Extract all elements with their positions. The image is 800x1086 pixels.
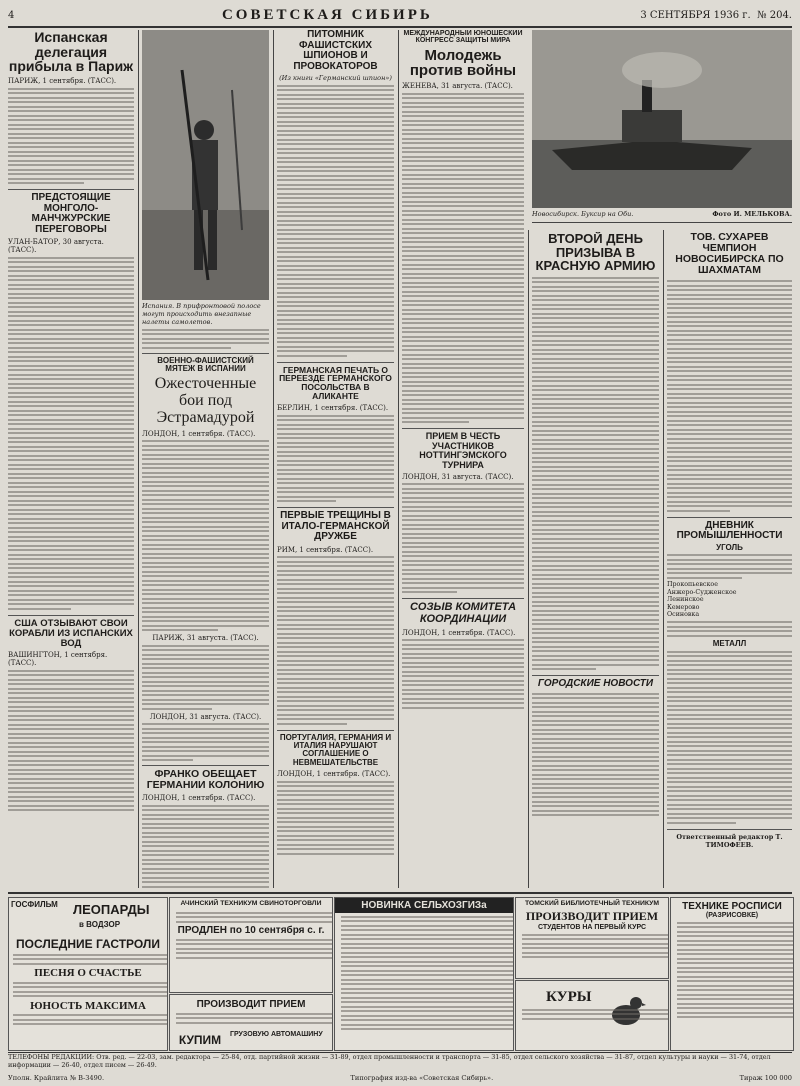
dateline: УЛАН-БАТОР, 30 августа. (ТАСС). bbox=[8, 238, 104, 255]
ad-admission: ПРОИЗВОДИТ ПРИЕМ bbox=[196, 999, 306, 1010]
dateline: ВАШИНГТОН, 1 сентября. (ТАСС). bbox=[8, 651, 108, 668]
headline-italo-german-cracks: ПЕРВЫЕ ТРЕЩИНЫ В ИТАЛО-ГЕРМАНСКОЙ ДРУЖБЕ bbox=[280, 510, 391, 543]
headline-chess-champion: ТОВ. СУХАРЕВ ЧЕМПИОН НОВОСИБИРСКА ПО ШАХМАТАМ bbox=[675, 232, 784, 277]
headline-franco-colony: ФРАНКО ОБЕЩАЕТ ГЕРМАНИИ КОЛОНИЮ bbox=[146, 768, 265, 792]
coal-table bbox=[667, 581, 792, 619]
headline-city-news: ГОРОДСКИЕ НОВОСТИ bbox=[537, 678, 654, 690]
coal-region-name: Анжеро-Судженское bbox=[667, 588, 737, 596]
footer-imprint-row bbox=[8, 1074, 792, 1082]
article-body bbox=[142, 805, 269, 890]
article-body bbox=[277, 85, 394, 357]
circulation: Тираж 100 000 bbox=[739, 1074, 792, 1082]
headline-spy-nursery: ПИТОМНИК ФАШИСТСКИХ ШПИОНОВ И ПРОВОКАТОРОВ bbox=[293, 30, 378, 72]
page-number: 4 bbox=[8, 9, 15, 21]
ad-technikum-title: АЧИНСКИЙ ТЕХНИКУМ СВИНОТОРГОВЛИ bbox=[180, 900, 322, 907]
headline-red-army-draft: ВТОРОЙ ДЕНЬ ПРИЗЫВА В КРАСНУЮ АРМИЮ bbox=[535, 232, 656, 274]
article-body bbox=[402, 93, 524, 424]
tugboat-icon bbox=[532, 30, 792, 208]
headline-industry-diary: ДНЕВНИК ПРОМЫШЛЕННОСТИ bbox=[676, 519, 783, 542]
ad-novelty: НОВИНКА СЕЛЬХОЗГИЗа bbox=[335, 898, 513, 913]
footer-phones: ТЕЛЕФОНЫ РЕДАКЦИИ: Отв. ред. — 22-03, зам. редактора — 25-84, отд. партийной жизни — 31-89, отдел промышленности и транспорта — 31-85, отдел сельского хозяйства — 31-87, отдел культуры и науки — 31-74, отдел информации — 26-40, отдел писем — 26-49. bbox=[8, 1052, 792, 1069]
ad-buy: КУПИМ bbox=[178, 1033, 222, 1047]
table-row bbox=[667, 611, 792, 619]
article-body bbox=[277, 781, 394, 855]
dateline: ЛОНДОН, 1 сентября. (ТАСС). bbox=[402, 628, 516, 637]
ad-hens bbox=[515, 980, 669, 1051]
ad-painting-sub: (РАЗРИСОВКЕ) bbox=[705, 912, 759, 919]
photo-caption: Новосибирск. Буксир на Оби. bbox=[532, 210, 634, 218]
dateline: БЕРЛИН, 1 сентября. (ТАСС). bbox=[277, 404, 389, 413]
section-kicker: МЕЖДУНАРОДНЫЙ ЮНОШЕСКИЙ КОНГРЕСС ЗАЩИТЫ МИРА bbox=[403, 30, 523, 45]
subheadline: (Из книги «Германский шпион») bbox=[279, 74, 392, 82]
coal-region-name: Осиновка bbox=[667, 611, 700, 619]
article-body bbox=[402, 483, 524, 593]
ad-tomsk-title: ТОМСКИЙ БИБЛИОТЕЧНЫЙ ТЕХНИКУМ bbox=[524, 900, 660, 907]
imprint: Уполн. Крайлита № В-3490. bbox=[8, 1074, 105, 1082]
headline-spain-delegation: Испанская делегация прибыла в Париж bbox=[8, 30, 134, 75]
dateline: ЛОНДОН, 1 сентября. (ТАСС). bbox=[277, 770, 391, 779]
headline-coordination: СОЗЫВ КОМИТЕТА КООРДИНАЦИИ bbox=[409, 601, 517, 625]
dateline: ПАРИЖ, 1 сентября. (ТАСС). bbox=[8, 77, 117, 86]
article-body bbox=[142, 723, 269, 761]
article-body bbox=[8, 257, 134, 610]
table-row bbox=[667, 589, 792, 597]
paper-name: СОВЕТСКАЯ СИБИРЬ bbox=[221, 6, 433, 23]
dateline: ЛОНДОН, 1 сентября. (ТАСС). bbox=[142, 429, 256, 438]
ad-tomsk-sub: СТУДЕНТОВ НА ПЕРВЫЙ КУРС bbox=[537, 924, 647, 931]
article-body bbox=[277, 415, 394, 503]
column-5 bbox=[532, 232, 659, 888]
article-body bbox=[142, 440, 269, 631]
headline-nottingham: ПРИЕМ В ЧЕСТЬ УЧАСТНИКОВ НОТТИНГЭМСКОГО ТУРНИРА bbox=[419, 431, 507, 470]
ad-tomsk-admission: ПРОИЗВОДИТ ПРИЕМ bbox=[525, 909, 659, 923]
table-row bbox=[667, 581, 792, 589]
ad-maxim-youth: ЮНОСТЬ МАКСИМА bbox=[30, 999, 146, 1012]
ad-photo-courses bbox=[169, 994, 333, 1051]
tugboat-photo bbox=[532, 30, 792, 208]
headline-german-embassy: ГЕРМАНСКАЯ ПЕЧАТЬ О ПЕРЕЕЗДЕ ГЕРМАНСКОГО ПОСОЛЬСТВА В АЛИКАНТЕ bbox=[279, 364, 392, 402]
coal-region-name: Прокопьевское bbox=[667, 581, 718, 589]
article-body bbox=[667, 651, 792, 824]
ad-cinema bbox=[8, 897, 168, 1051]
dateline: ЖЕНЕВА, 31 августа. (ТАСС). bbox=[402, 82, 513, 91]
column-4 bbox=[402, 30, 524, 890]
masthead bbox=[8, 4, 792, 28]
headline-estremadura: Ожесточенные бои под Эстрамадурой bbox=[154, 375, 257, 426]
ad-selkhozgiz bbox=[334, 897, 514, 1051]
headline-mongol-talks: ПРЕДСТОЯЩИЕ МОНГОЛО-МАНЧЖУРСКИЕ ПЕРЕГОВОРЫ bbox=[31, 192, 111, 235]
dateline: ЛОНДОН, 31 августа. (ТАСС). bbox=[149, 712, 262, 721]
issue-date: 3 СЕНТЯБРЯ 1936 г. bbox=[640, 9, 751, 21]
dateline: ЛОНДОН, 31 августа. (ТАСС). bbox=[402, 472, 514, 481]
dateline: ЛОНДОН, 1 сентября. (ТАСС). bbox=[142, 794, 256, 803]
table-row bbox=[667, 604, 792, 612]
ad-film-title: ЛЕОПАРДЫ bbox=[73, 902, 150, 917]
ad-hens-title: КУРЫ bbox=[546, 989, 592, 1005]
article-body bbox=[532, 277, 659, 671]
photo-credit: Фото И. МЕЛЬКОВА. bbox=[712, 210, 792, 218]
ad-painting-title: ТЕХНИКЕ РОСПИСИ bbox=[682, 901, 782, 912]
column-1 bbox=[8, 30, 134, 890]
section-kicker: ВОЕННО-ФАШИСТСКИЙ МЯТЕЖ В ИСПАНИИ bbox=[157, 355, 254, 373]
dateline: ПАРИЖ, 31 августа. (ТАСС). bbox=[152, 634, 259, 643]
article-body bbox=[8, 670, 134, 812]
ad-film-sub: в ВОДЗОР bbox=[79, 920, 121, 929]
soldier-photo bbox=[142, 30, 269, 300]
article-body bbox=[8, 88, 134, 185]
column-2 bbox=[142, 30, 269, 890]
soldier-figure-icon bbox=[142, 30, 269, 300]
ad-achinsk bbox=[169, 897, 333, 993]
ad-extended: ПРОДЛЕН по 10 сентября с. г. bbox=[177, 925, 325, 936]
article-body bbox=[532, 693, 659, 817]
dateline: РИМ, 1 сентября. (ТАСС). bbox=[277, 545, 374, 554]
photo-caption: Испания. В прифронтовой полосе могут происходить внезапные налеты самолетов. bbox=[142, 302, 261, 326]
ad-painting bbox=[670, 897, 794, 1051]
coal-region-name: Ленинское bbox=[667, 596, 704, 604]
ad-song-happiness: ПЕСНЯ О СЧАСТЬЕ bbox=[34, 967, 142, 979]
article-body bbox=[402, 639, 524, 709]
table-row bbox=[667, 596, 792, 604]
article-body bbox=[667, 280, 792, 512]
subheadline-metal: МЕТАЛЛ bbox=[712, 638, 747, 648]
ad-last-tours: ПОСЛЕДНИЕ ГАСТРОЛИ bbox=[16, 937, 160, 951]
article-body bbox=[277, 556, 394, 725]
headline-usa-ships: США ОТЗЫВАЮТ СВОИ КОРАБЛИ ИЗ ИСПАНСКИХ ВОД bbox=[9, 617, 133, 649]
ad-buy-sub: ГРУЗОВУЮ АВТОМАШИНУ bbox=[230, 1031, 323, 1038]
hen-icon bbox=[606, 991, 646, 1031]
coal-region-name: Кемерово bbox=[667, 603, 700, 611]
subheadline-coal: УГОЛЬ bbox=[716, 542, 743, 552]
column-3 bbox=[277, 30, 394, 890]
headline-youth-against-war: Молодежь против войны bbox=[409, 46, 517, 80]
column-6 bbox=[667, 232, 792, 888]
issue-number: № 204. bbox=[757, 9, 792, 21]
ad-tomsk bbox=[515, 897, 669, 979]
article-body bbox=[142, 645, 269, 710]
editor-line: Ответственный редактор Т. ТИМОФЕЕВ. bbox=[676, 832, 783, 849]
ad-gosfilm: ГОСФИЛЬМ bbox=[11, 900, 58, 909]
printer: Типография изд-ва «Советская Сибирь». bbox=[350, 1074, 494, 1082]
headline-non-intervention: ПОРТУГАЛИЯ, ГЕРМАНИЯ И ИТАЛИЯ НАРУШАЮТ СОГЛАШЕНИЕ О НЕВМЕШАТЕЛЬСТВЕ bbox=[279, 732, 392, 767]
advertising-band bbox=[8, 892, 792, 1052]
